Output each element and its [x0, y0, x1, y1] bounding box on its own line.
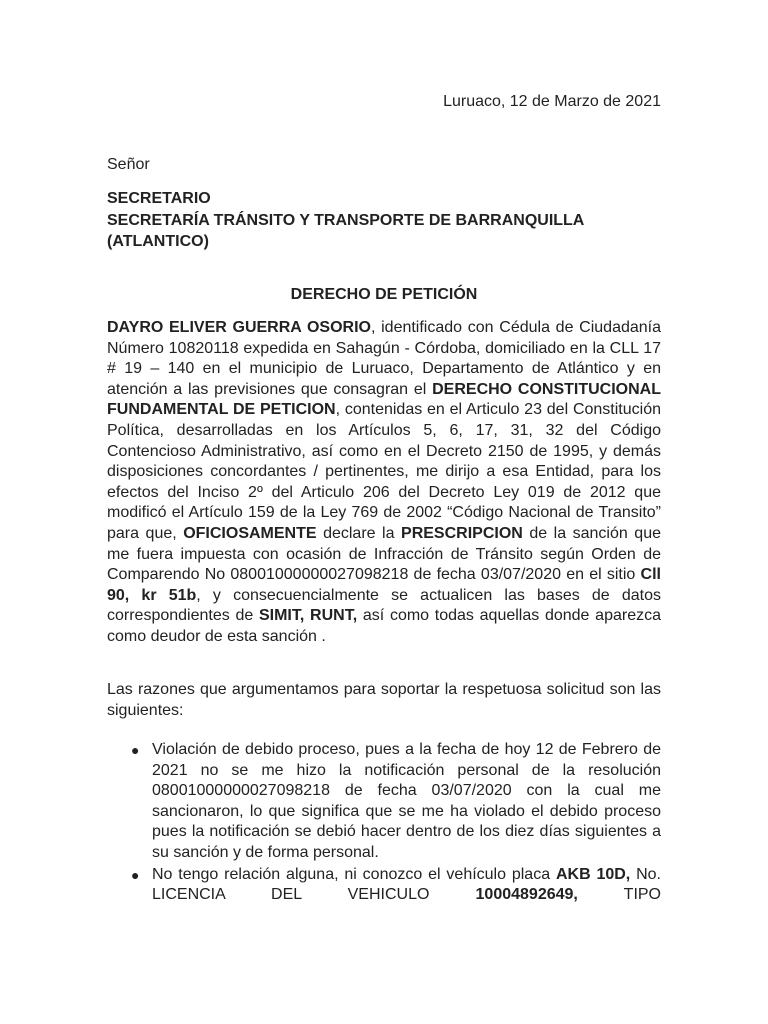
right-reference: DERECHO CONSTITUCIONAL FUNDAMENTAL DE PETICION — [107, 380, 661, 419]
body-text: declare la — [316, 524, 402, 542]
reasons-list — [107, 740, 661, 907]
body-paragraph — [107, 318, 661, 648]
petitioner-name: DAYRO ELIVER GUERRA OSORIO — [107, 319, 371, 336]
list-item — [107, 865, 661, 906]
list-item — [107, 740, 661, 864]
infraction-location: Cll 90, kr 51b — [107, 566, 661, 604]
salutation: Señor — [107, 156, 150, 173]
body-text: de la sanción que me fuera impuesta con ocasión de Infracción de Tránsito según Orden de Comparendo No 08001000000027098218 de fecha 03/07/2020 en el sitio — [107, 524, 661, 584]
body-text: así como todas aquellas donde aparezca como deudor de esta sanción . — [107, 607, 661, 645]
addressee-line: SECRETARIO — [107, 190, 211, 207]
addressee-line: SECRETARÍA TRÁNSITO Y TRANSPORTE DE BARRANQUILLA — [107, 211, 585, 229]
vehicle-plate: AKB 10D, — [555, 865, 631, 883]
date-line: Luruaco, 12 de Marzo de 2021 — [443, 93, 661, 110]
bullet-text: No. LICENCIA DEL VEHICULO — [152, 865, 662, 904]
bullet-text: No tengo relación alguna, ni conozco el vehículo placa — [152, 865, 556, 883]
prescripcion-text: PRESCRIPCION — [401, 524, 523, 542]
body-text: , contenidas en el Articulo 23 del Constitución Política, desarrolladas en los Artículos 5, 6, 17, 31, 32 del Código Contencioso Administrativo, así como en el Decreto 2150 de 1995, y demás disposiciones concordantes / pertinentes, me dirijo a esa Entidad, para los efectos del Inciso 2º del Articulo 206 del Decreto Ley 019 de 2012 que modificó el Artículo 159 de la Ley 769 de 2002 “Código Nacional de Transito” para que, — [107, 401, 661, 542]
vehicle-license: 10004892649, — [475, 886, 578, 904]
addressee-block — [107, 188, 584, 253]
oficiosamente-text: OFICIOSAMENTE — [183, 524, 317, 542]
bullet-text: Violación de debido proceso, pues a la fecha de hoy 12 de Febrero de 2021 no se me hizo la notificación personal de la resolución 08001000000027098218 de fecha 03/07/2020 con la cual me sancionaron, lo que significa que se me ha violado el debido proceso pues la notificación se debió hacer dentro de los diez días siguientes a su sanción y de forma personal. — [152, 741, 661, 861]
databases-text: SIMIT, RUNT, — [258, 607, 358, 625]
bullet-icon: ● — [131, 742, 140, 758]
body-text: , y consecuencialmente se actualicen las bases de datos correspondientes de — [107, 586, 661, 625]
body-text: , identificado con Cédula de Ciudadanía Número 10820118 expedida en Sahagún - Córdoba, domiciliado en la CLL 17 # 19 – 140 en el municipio de Luruaco, Departamento de Atlántico y en atención a las previsiones que consagran el — [107, 319, 662, 398]
reasons-intro: Las razones que argumentamos para soportar la respetuosa solicitud son las siguientes: — [107, 681, 661, 719]
bullet-icon: ● — [131, 866, 140, 883]
addressee-line: (ATLANTICO) — [107, 233, 209, 250]
bullet-text: TIPO — [577, 886, 661, 904]
document-title: DERECHO DE PETICIÓN — [290, 286, 478, 303]
